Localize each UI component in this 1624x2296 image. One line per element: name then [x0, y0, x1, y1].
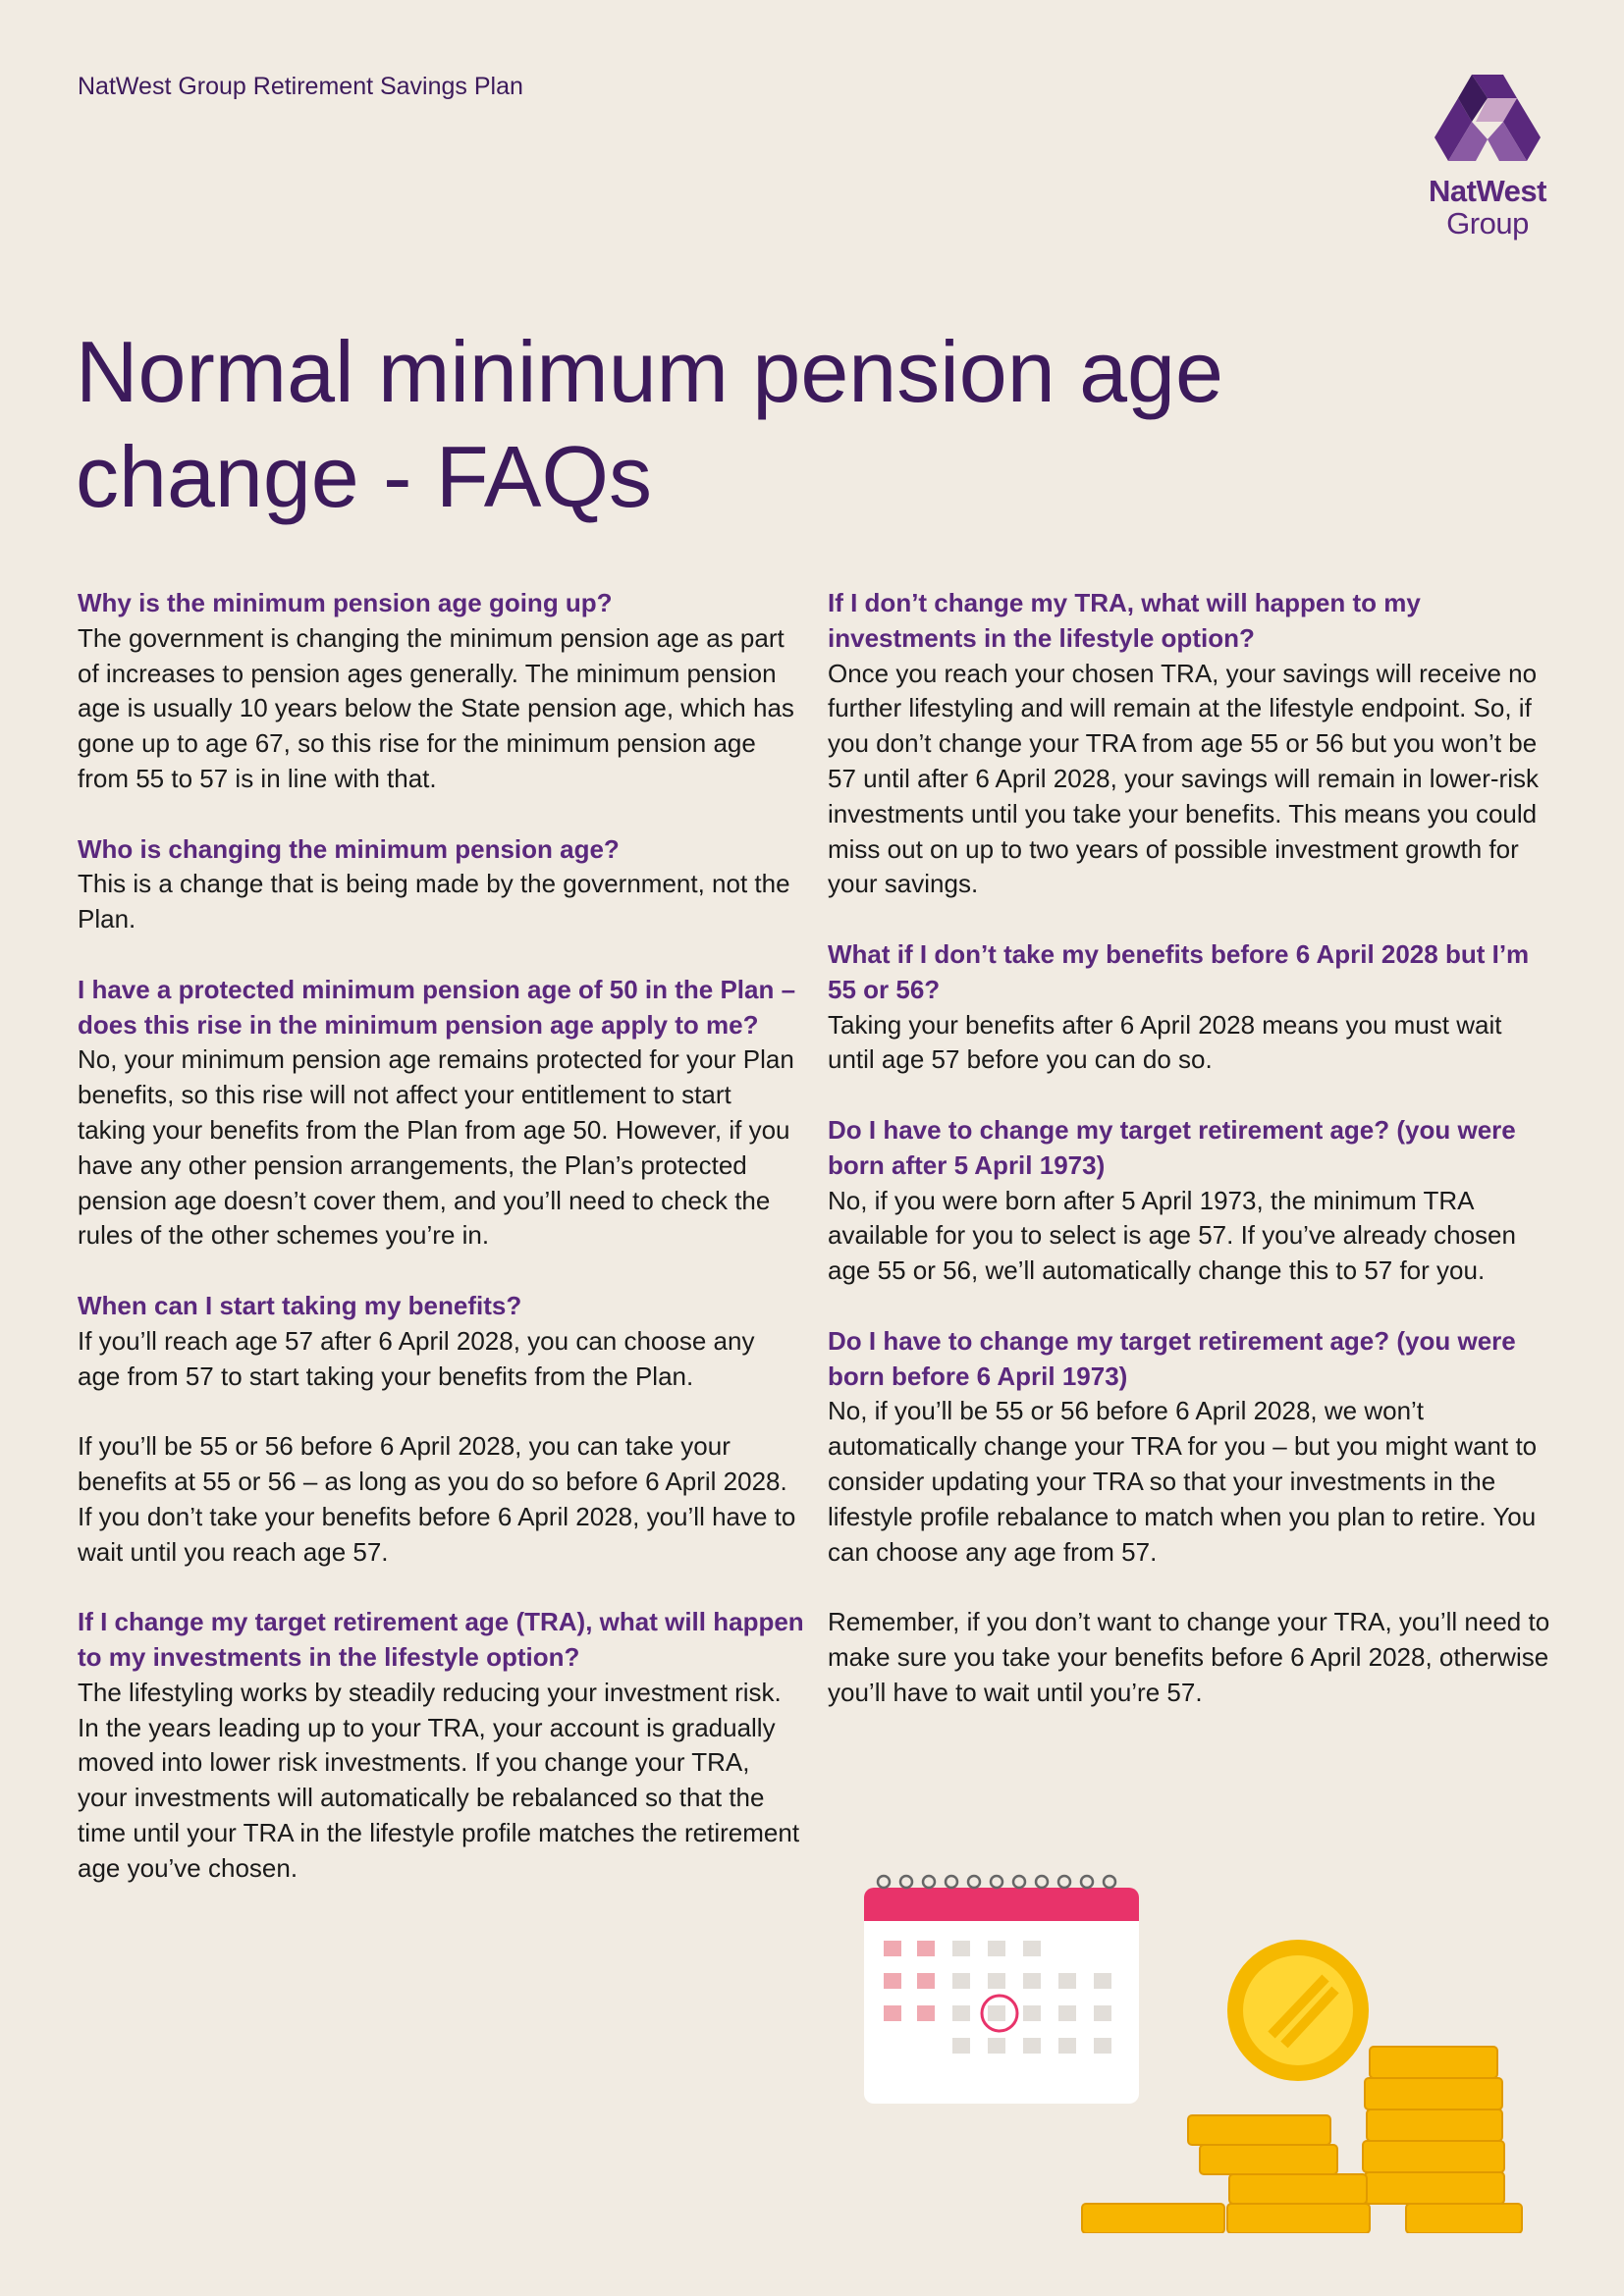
faq-item: [828, 1113, 1554, 1289]
faq-question: When can I start taking my benefits?: [78, 1290, 522, 1320]
faq-item: [78, 832, 804, 937]
page-title: Normal minimum pension age change - FAQs: [76, 323, 1223, 525]
faq-answer: The lifestyling works by steadily reducing your investment risk. In the years leading up to your TRA, your account is gradually moved into lower risk investments. If you change your TRA, your investments will automatically be rebalanced so that the time until your TRA in the lifestyle profile matches the retirement age you’ve chosen.: [78, 1677, 800, 1883]
faq-question: I have a protected minimum pension age of 50 in the Plan – does this rise in the minimum pension age apply to me?: [78, 974, 796, 1040]
calendar-coins-illustration: [854, 1870, 1561, 2233]
faq-question: Why is the minimum pension age going up?: [78, 588, 613, 617]
faq-item: [828, 586, 1554, 902]
faq-question: Who is changing the minimum pension age?: [78, 833, 620, 864]
faq-answer: This is a change that is being made by the government, not the Plan.: [78, 869, 790, 934]
faq-answer: If you’ll reach age 57 after 6 April 2028, you can choose any age from 57 to start taking your benefits from the Plan.: [78, 1325, 755, 1391]
faq-question: If I change my target retirement age (TRA), what will happen to my investments in the lifestyle option?: [78, 1607, 804, 1672]
natwest-cubes-logo-icon: [1433, 73, 1543, 167]
faq-item: [78, 586, 804, 797]
faq-answer: No, if you’ll be 55 or 56 before 6 April 2028, we won’t automatically change your TRA for you – but you might want to consider updating your TRA so that your investments in the lifestyle profile rebalance to match when you plan to retire. You can choose any age from 57.: [828, 1396, 1538, 1567]
faq-answer: No, if you were born after 5 April 1973, the minimum TRA available for you to select is age 57. If you’ve already chosen age 55 or 56, we’ll automatically change this to 57 for you.: [828, 1185, 1516, 1286]
faq-answer: No, your minimum pension age remains protected for your Plan benefits, so this rise will not affect your entitlement to start taking your benefits from the Plan from age 50. However, if you have any other pension arrangements, the Plan’s protected pension age doesn’t cover them, and you’ll need to check the rules of the other schemes you’re in.: [78, 1044, 794, 1251]
faq-question: Do I have to change my target retirement age? (you were born after 5 April 1973): [828, 1114, 1516, 1180]
faq-item: [78, 1289, 804, 1570]
faq-answer: The government is changing the minimum pension age as part of increases to pension ages generally. The minimum pension age is usually 10 years below the State pension age, which has gone up to age 67, so this rise for the minimum pension age from 55 to 57 is in line with that.: [78, 622, 794, 793]
faq-answer: If you’ll be 55 or 56 before 6 April 2028, you can take your benefits at 55 or 56 – as long as you do so before 6 April 2028. If you don’t take your benefits before 6 April 2028, you’ll have to wait until you reach age 57.: [78, 1431, 796, 1567]
logo-line-2: Group: [1446, 206, 1529, 240]
faq-item: [78, 1605, 804, 1886]
faq-item: [78, 973, 804, 1254]
faq-answer: Taking your benefits after 6 April 2028 means you must wait until age 57 before you can do so.: [828, 1009, 1502, 1075]
faq-answer: Remember, if you don’t want to change your TRA, you’ll need to make sure you take your benefits before 6 April 2028, otherwise you’ll have to wait until you’re 57.: [828, 1607, 1550, 1707]
faq-item: [828, 1324, 1554, 1711]
faq-column-left: [78, 586, 804, 1921]
faq-column-right: [828, 586, 1554, 1745]
faq-question: What if I don’t take my benefits before 6 April 2028 but I’m 55 or 56?: [828, 938, 1530, 1004]
faq-item: [828, 937, 1554, 1078]
plan-name: NatWest Group Retirement Savings Plan: [78, 73, 523, 100]
natwest-logo: [1426, 73, 1549, 240]
faq-question: If I don’t change my TRA, what will happen to my investments in the lifestyle option?: [828, 588, 1421, 653]
faq-question: Do I have to change my target retirement age? (you were born before 6 April 1973): [828, 1325, 1516, 1391]
logo-line-1: NatWest: [1429, 174, 1546, 208]
faq-answer: Once you reach your chosen TRA, your savings will receive no further lifestyling and will remain at the lifestyle endpoint. So, if you don’t change your TRA from age 55 or 56 but you won’t be 57 until after 6 April 2028, your savings will remain in lower-risk investments until you take your benefits. This means you could miss out on up to two years of possible investment growth for your savings.: [828, 658, 1539, 899]
calendar-icon: [864, 1876, 1139, 2104]
coin-stacks-icon: [1082, 1940, 1522, 2233]
